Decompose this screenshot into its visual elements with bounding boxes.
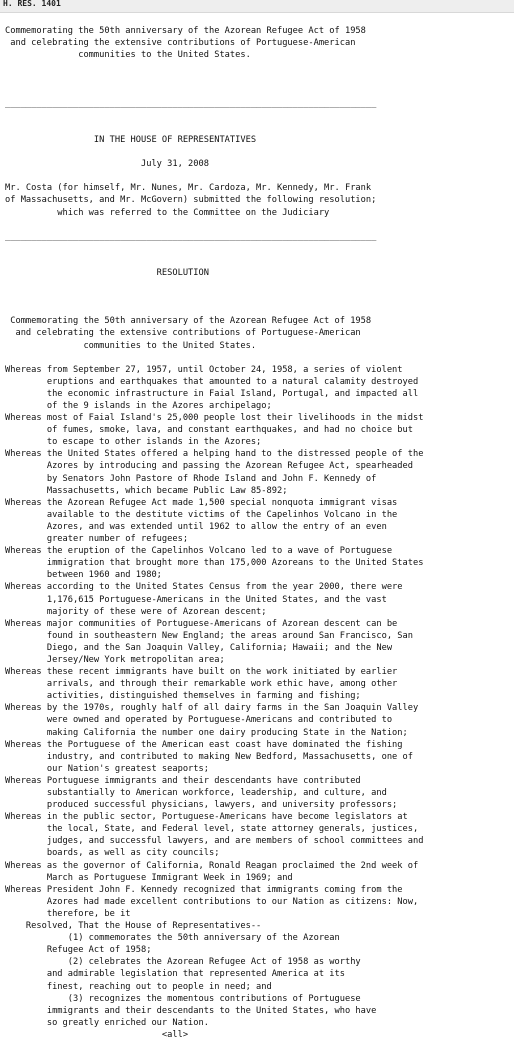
text-line: (2) celebrates the Azorean Refugee Act of 1958 as worthy xyxy=(5,957,361,968)
text-line: industry, and contributed to making New Bedford, Massachusetts, one of xyxy=(5,751,413,762)
text-line: to escape to other islands in the Azores; xyxy=(5,437,262,448)
text-line: judges, and successful lawyers, and are members of school committees and xyxy=(5,836,424,847)
text-line: and celebrating the extensive contributions of Portuguese-American xyxy=(5,38,356,49)
text-line: so greatly enriched our Nation. xyxy=(5,1017,209,1028)
text-line: Whereas according to the United States Census from the year 2000, there were xyxy=(5,582,403,593)
text-line: making California the number one dairy producing State in the Nation; xyxy=(5,727,408,738)
text-line: Whereas the United States offered a helping hand to the distressed people of the xyxy=(5,449,424,460)
text-line: 1,176,615 Portuguese-Americans in the United States, and the vast xyxy=(5,594,387,605)
text-line xyxy=(5,73,510,85)
text-line: Whereas the eruption of the Capelinhos Volcano led to a wave of Portuguese xyxy=(5,546,393,557)
text-line: of fumes, smoke, lava, and constant earthquakes, and had no choice but xyxy=(5,425,413,436)
bill-id: H. RES. 1401 xyxy=(3,0,61,8)
text-line: finest, reaching out to people in need; and xyxy=(5,981,272,992)
text-line: Jersey/New York metropolitan area; xyxy=(5,654,225,665)
text-line xyxy=(5,255,510,267)
text-line: Diego, and the San Joaquin Valley, California; Hawaii; and the New xyxy=(5,642,393,653)
text-line: available to the destitute victims of the Capelinhos Volcano in the xyxy=(5,509,398,520)
text-line xyxy=(5,279,510,291)
text-line: and admirable legislation that represented America at its xyxy=(5,969,345,980)
text-line: our Nation's greatest seaports; xyxy=(5,763,209,774)
text-line xyxy=(5,170,510,182)
text-line xyxy=(5,110,510,122)
text-line: Whereas Portuguese immigrants and their descendants have contributed xyxy=(5,775,361,786)
text-line: communities to the United States. xyxy=(5,340,257,351)
text-line: (3) recognizes the momentous contributions of Portuguese xyxy=(5,993,361,1004)
text-line: eruptions and earthquakes that amounted to a natural calamity destroyed xyxy=(5,376,419,387)
text-line: Refugee Act of 1958; xyxy=(5,945,152,956)
text-line xyxy=(5,122,510,134)
text-line: found in southeastern New England; the areas around San Francisco, San xyxy=(5,630,413,641)
text-line xyxy=(5,352,510,364)
text-line: immigration that brought more than 175,000 Azoreans to the United States xyxy=(5,558,424,569)
text-line: Whereas President John F. Kennedy recognized that immigrants coming from the xyxy=(5,884,403,895)
text-line: Whereas from September 27, 1957, until October 24, 1958, a series of violent xyxy=(5,364,403,375)
text-line: the local, State, and Federal level, state attorney generals, justices, xyxy=(5,824,419,835)
text-line: communities to the United States. xyxy=(5,50,251,61)
text-line: (1) commemorates the 50th anniversary of the Azorean xyxy=(5,933,340,944)
text-line: therefore, be it xyxy=(5,908,131,919)
text-line: Whereas as the governor of California, Ronald Reagan proclaimed the 2nd week of xyxy=(5,860,419,871)
text-line: Whereas most of Faial Island's 25,000 people lost their livelihoods in the midst xyxy=(5,413,424,424)
text-line xyxy=(5,243,510,255)
resolution-text xyxy=(5,13,510,1041)
text-line: Resolved, That the House of Representatives-- xyxy=(5,921,262,932)
text-line: produced successful physicians, lawyers, and university professors; xyxy=(5,800,398,811)
text-line: were owned and operated by Portuguese-Americans and contributed to xyxy=(5,715,393,726)
text-line: between 1960 and 1980; xyxy=(5,570,162,581)
text-line: RESOLUTION xyxy=(5,267,209,278)
text-line: IN THE HOUSE OF REPRESENTATIVES xyxy=(5,134,257,145)
text-line: of the 9 islands in the Azores archipelago; xyxy=(5,401,272,411)
text-line: majority of these were of Azorean descent; xyxy=(5,606,267,617)
text-line: _______________________________________________________________________ xyxy=(5,98,377,109)
text-line xyxy=(5,146,510,158)
text-line xyxy=(5,303,510,315)
text-line xyxy=(5,219,510,231)
text-line: Whereas major communities of Portuguese-Americans of Azorean descent can be xyxy=(5,618,398,629)
text-line: boards, as well as city councils; xyxy=(5,848,220,859)
text-line: immigrants and their descendants to the United States, who have xyxy=(5,1005,377,1016)
text-line: of Massachusetts, and Mr. McGovern) submitted the following resolution; xyxy=(5,195,377,206)
text-line xyxy=(5,13,510,25)
text-line: Whereas in the public sector, Portuguese-Americans have become legislators at xyxy=(5,812,408,823)
text-line: Massachusetts, which became Public Law 85-892; xyxy=(5,485,288,496)
text-line: Azores by introducing and passing the Azorean Refugee Act, spearheaded xyxy=(5,461,413,472)
text-line xyxy=(5,291,510,303)
text-line: the economic infrastructure in Faial Island, Portugal, and impacted all xyxy=(5,388,419,399)
text-line: Azores, and was extended until 1962 to allow the entry of an even xyxy=(5,521,387,532)
text-line: _______________________________________________________________________ xyxy=(5,231,377,242)
text-line: <all> xyxy=(5,1029,189,1040)
text-line: by Senators John Pastore of Rhode Island and John F. Kennedy of xyxy=(5,473,377,484)
text-line: arrivals, and through their remarkable work ethic have, among other xyxy=(5,679,398,690)
text-line: which was referred to the Committee on the Judiciary xyxy=(5,207,330,218)
text-line: Whereas the Portuguese of the American east coast have dominated the fishing xyxy=(5,739,403,750)
text-line: Azores had made excellent contributions to our Nation as citizens: Now, xyxy=(5,896,419,907)
text-line: Commemorating the 50th anniversary of the Azorean Refugee Act of 1958 xyxy=(5,26,366,37)
text-line: Whereas the Azorean Refugee Act made 1,500 special nonquota immigrant visas xyxy=(5,497,398,508)
text-line xyxy=(5,61,510,73)
text-line: Commemorating the 50th anniversary of the Azorean Refugee Act of 1958 xyxy=(5,316,372,327)
text-line: and celebrating the extensive contributions of Portuguese-American xyxy=(5,328,361,339)
text-line: July 31, 2008 xyxy=(5,159,209,170)
document-header-bar xyxy=(0,0,514,13)
text-line: greater number of refugees; xyxy=(5,534,189,545)
text-line: March as Portuguese Immigrant Week in 1969; and xyxy=(5,872,293,883)
text-line: Whereas these recent immigrants have built on the work initiated by earlier xyxy=(5,667,398,678)
text-line: Mr. Costa (for himself, Mr. Nunes, Mr. Cardoza, Mr. Kennedy, Mr. Frank xyxy=(5,183,372,194)
text-line: Whereas by the 1970s, roughly half of all dairy farms in the San Joaquin Valley xyxy=(5,703,419,714)
text-line: substantially to American workforce, leadership, and culture, and xyxy=(5,788,387,798)
text-line xyxy=(5,86,510,98)
text-line: activities, distinguished themselves in farming and fishing; xyxy=(5,691,361,702)
